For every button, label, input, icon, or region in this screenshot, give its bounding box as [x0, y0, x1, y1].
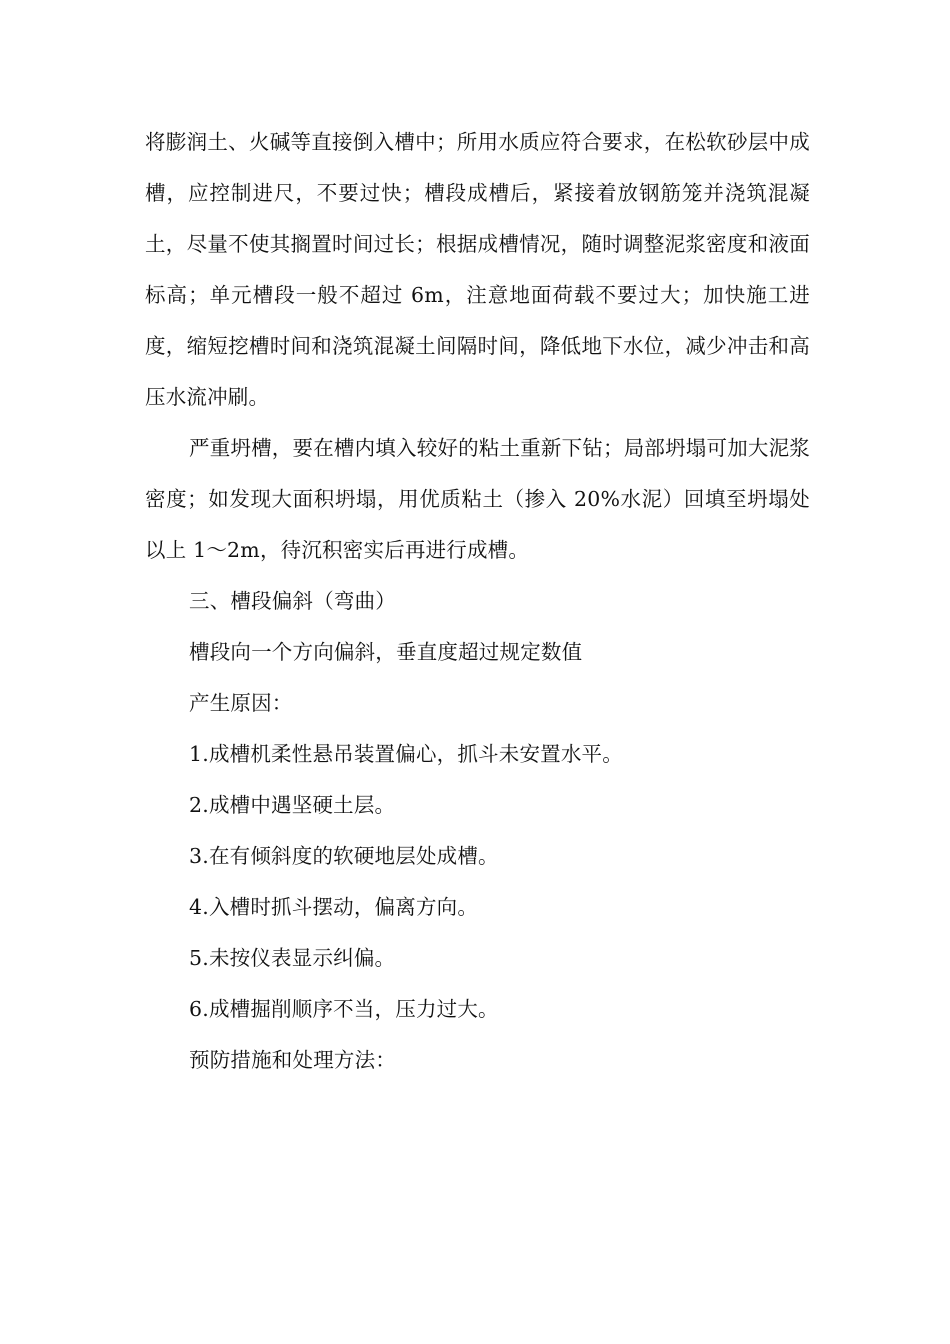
subheading-prevention-measures: 预防措施和处理方法： — [189, 1048, 396, 1072]
section-heading-trench-deviation: 三、槽段偏斜（弯曲） — [189, 589, 396, 613]
paragraph-deviation-description: 槽段向一个方向偏斜，垂直度超过规定数值 — [189, 640, 583, 664]
list-item-cause-3: 3.在有倾斜度的软硬地层处成槽。 — [189, 844, 499, 868]
list-item-cause-1: 1.成槽机柔性悬吊装置偏心，抓斗未安置水平。 — [189, 742, 623, 766]
list-item-cause-2: 2.成槽中遇坚硬土层。 — [189, 793, 396, 817]
subheading-causes: 产生原因： — [189, 691, 293, 715]
list-item-cause-4: 4.入槽时抓斗摆动，偏离方向。 — [189, 895, 479, 919]
document-body — [145, 117, 810, 1086]
paragraph-collapse-treatment: 严重坍槽，要在槽内填入较好的粘土重新下钻；局部坍塌可加大泥浆密度；如发现大面积坍塌，用优质粘土（掺入 20%水泥）回填至坍塌处以上 1～2m，待沉积密实后再进行成槽。 — [145, 436, 810, 562]
paragraph-mud-control: 将膨润土、火碱等直接倒入槽中；所用水质应符合要求，在松软砂层中成槽，应控制进尺，不要过快；槽段成槽后，紧接着放钢筋笼并浇筑混凝土，尽量不使其搁置时间过长；根据成槽情况，随时调整泥浆密度和液面标高；单元槽段一般不超过 6m，注意地面荷载不要过大；加快施工进度，缩短挖槽时间和浇筑混凝土间隔时间，降低地下水位，减少冲击和高压水流冲刷。 — [145, 130, 810, 409]
list-item-cause-6: 6.成槽掘削顺序不当，压力过大。 — [189, 997, 499, 1021]
list-item-cause-5: 5.未按仪表显示纠偏。 — [189, 946, 396, 970]
